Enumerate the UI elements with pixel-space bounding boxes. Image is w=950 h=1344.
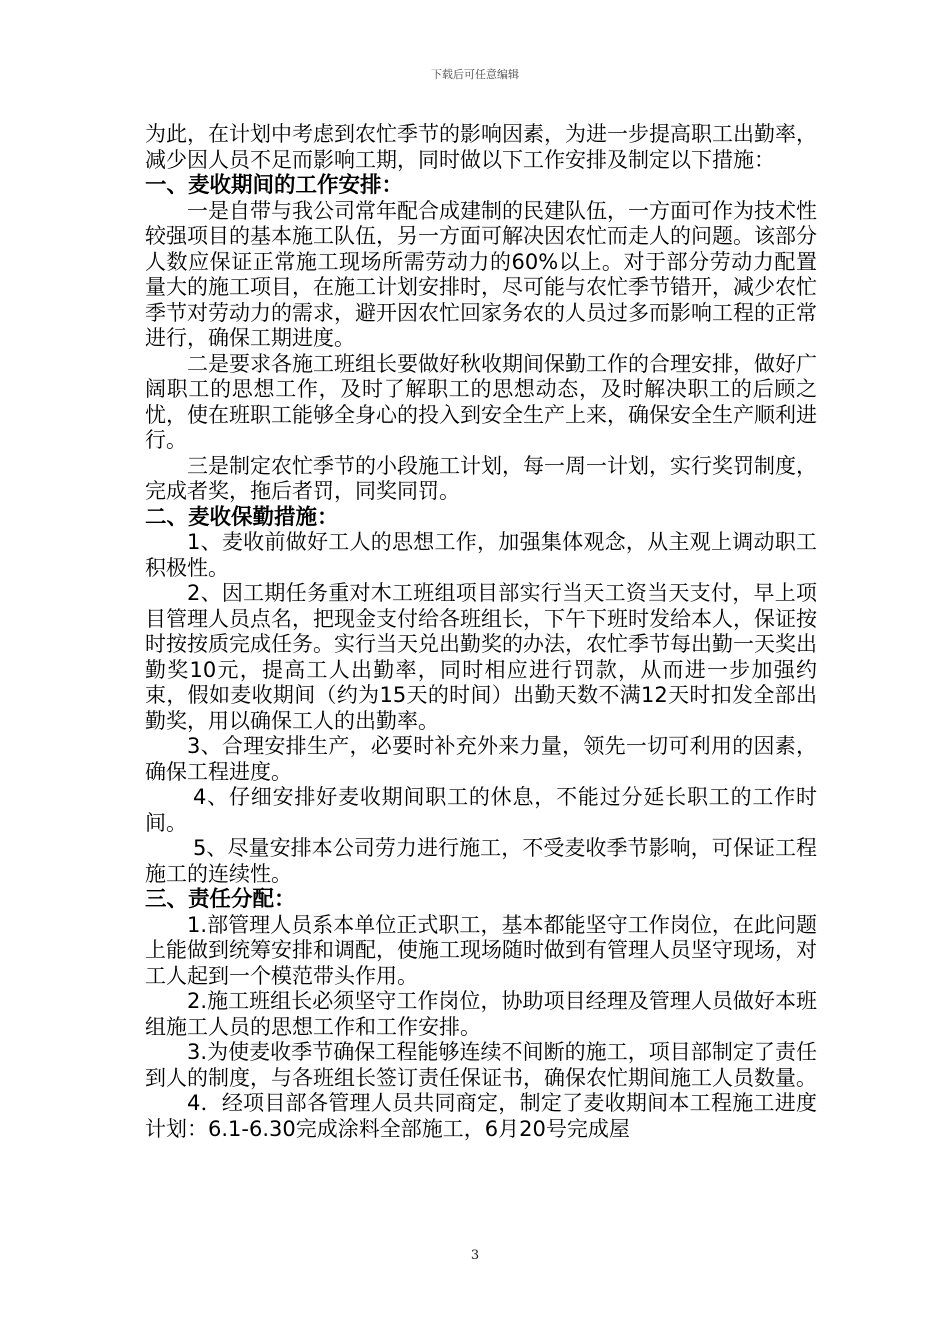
paragraph: 一是自带与我公司常年配合成建制的民建队伍，一方面可作为技术性较强项目的基本施工队伍，另一方面可解决因农忙而走人的问题。该部分人数应保证正常施工现场所需劳动力的60%以上。对于部分劳动力配置量大的施工项目，在施工计划安排时，尽可能与农忙季节错开，减少农忙季节对劳动力的需求，避开因农忙回家务农的人员过多而影响工程的正常进行，确保工期进度。 bbox=[145, 198, 817, 350]
section-heading-3: 三、责任分配： bbox=[145, 887, 296, 912]
list-item: 3.为使麦收季节确保工程能够连续不间断的施工，项目部制定了责任到人的制度，与各班组长签订责任保证书，确保农忙期间施工人员数量。 bbox=[145, 1040, 817, 1090]
section-heading-1: 一、麦收期间的工作安排： bbox=[145, 173, 404, 198]
paragraph: 三是制定农忙季节的小段施工计划，每一周一计划，实行奖罚制度，完成者奖，拖后者罚，同奖同罚。 bbox=[145, 453, 817, 503]
intro-paragraph: 为此，在计划中考虑到农忙季节的影响因素，为进一步提高职工出勤率，减少因人员不足而影响工期，同时做以下工作安排及制定以下措施： bbox=[145, 122, 817, 172]
list-item: 2、因工期任务重对木工班组项目部实行当天工资当天支付，早上项目管理人员点名，把现金支付给各班组长，下午下班时发给本人，保证按时按按质完成任务。实行当天兑出勤奖的办法，农忙季节每出勤一天奖出勤奖10元，提高工人出勤率，同时相应进行罚款，从而进一步加强约束，假如麦收期间（约为15天的时间）出勤天数不满12天时扣发全部出勤奖，用以确保工人的出勤率。 bbox=[145, 581, 817, 733]
list-item: 2.施工班组长必须坚守工作岗位，协助项目经理及管理人员做好本班组施工人员的思想工作和工作安排。 bbox=[145, 989, 817, 1039]
document-body bbox=[145, 122, 817, 1142]
list-item: 4．经项目部各管理人员共同商定，制定了麦收期间本工程施工进度计划：6.1-6.30完成涂料全部施工，6月20号完成屋 bbox=[145, 1091, 817, 1141]
page-header-note: 下载后可任意编辑 bbox=[431, 68, 519, 81]
list-item: 3、合理安排生产，必要时补充外来力量，领先一切可利用的因素，确保工程进度。 bbox=[145, 734, 817, 784]
paragraph: 二是要求各施工班组长要做好秋收期间保勤工作的合理安排，做好广阔职工的思想工作，及时了解职工的思想动态，及时解决职工的后顾之忧，使在班职工能够全身心的投入到安全生产上来，确保安全生产顺利进行。 bbox=[145, 351, 817, 452]
section-heading-2: 二、麦收保勤措施： bbox=[145, 504, 339, 530]
list-item: 5、尽量安排本公司劳力进行施工，不受麦收季节影响，可保证工程施工的连续性。 bbox=[145, 836, 817, 886]
list-item: 1.部管理人员系本单位正式职工，基本都能坚守工作岗位，在此问题上能做到统筹安排和调配，使施工现场随时做到有管理人员坚守现场，对工人起到一个模范带头作用。 bbox=[145, 912, 817, 988]
list-item: 4、仔细安排好麦收期间职工的休息，不能过分延长职工的工作时间。 bbox=[145, 785, 817, 835]
list-item: 1、麦收前做好工人的思想工作，加强集体观念，从主观上调动职工积极性。 bbox=[145, 530, 817, 580]
page-number: 3 bbox=[470, 1248, 480, 1263]
